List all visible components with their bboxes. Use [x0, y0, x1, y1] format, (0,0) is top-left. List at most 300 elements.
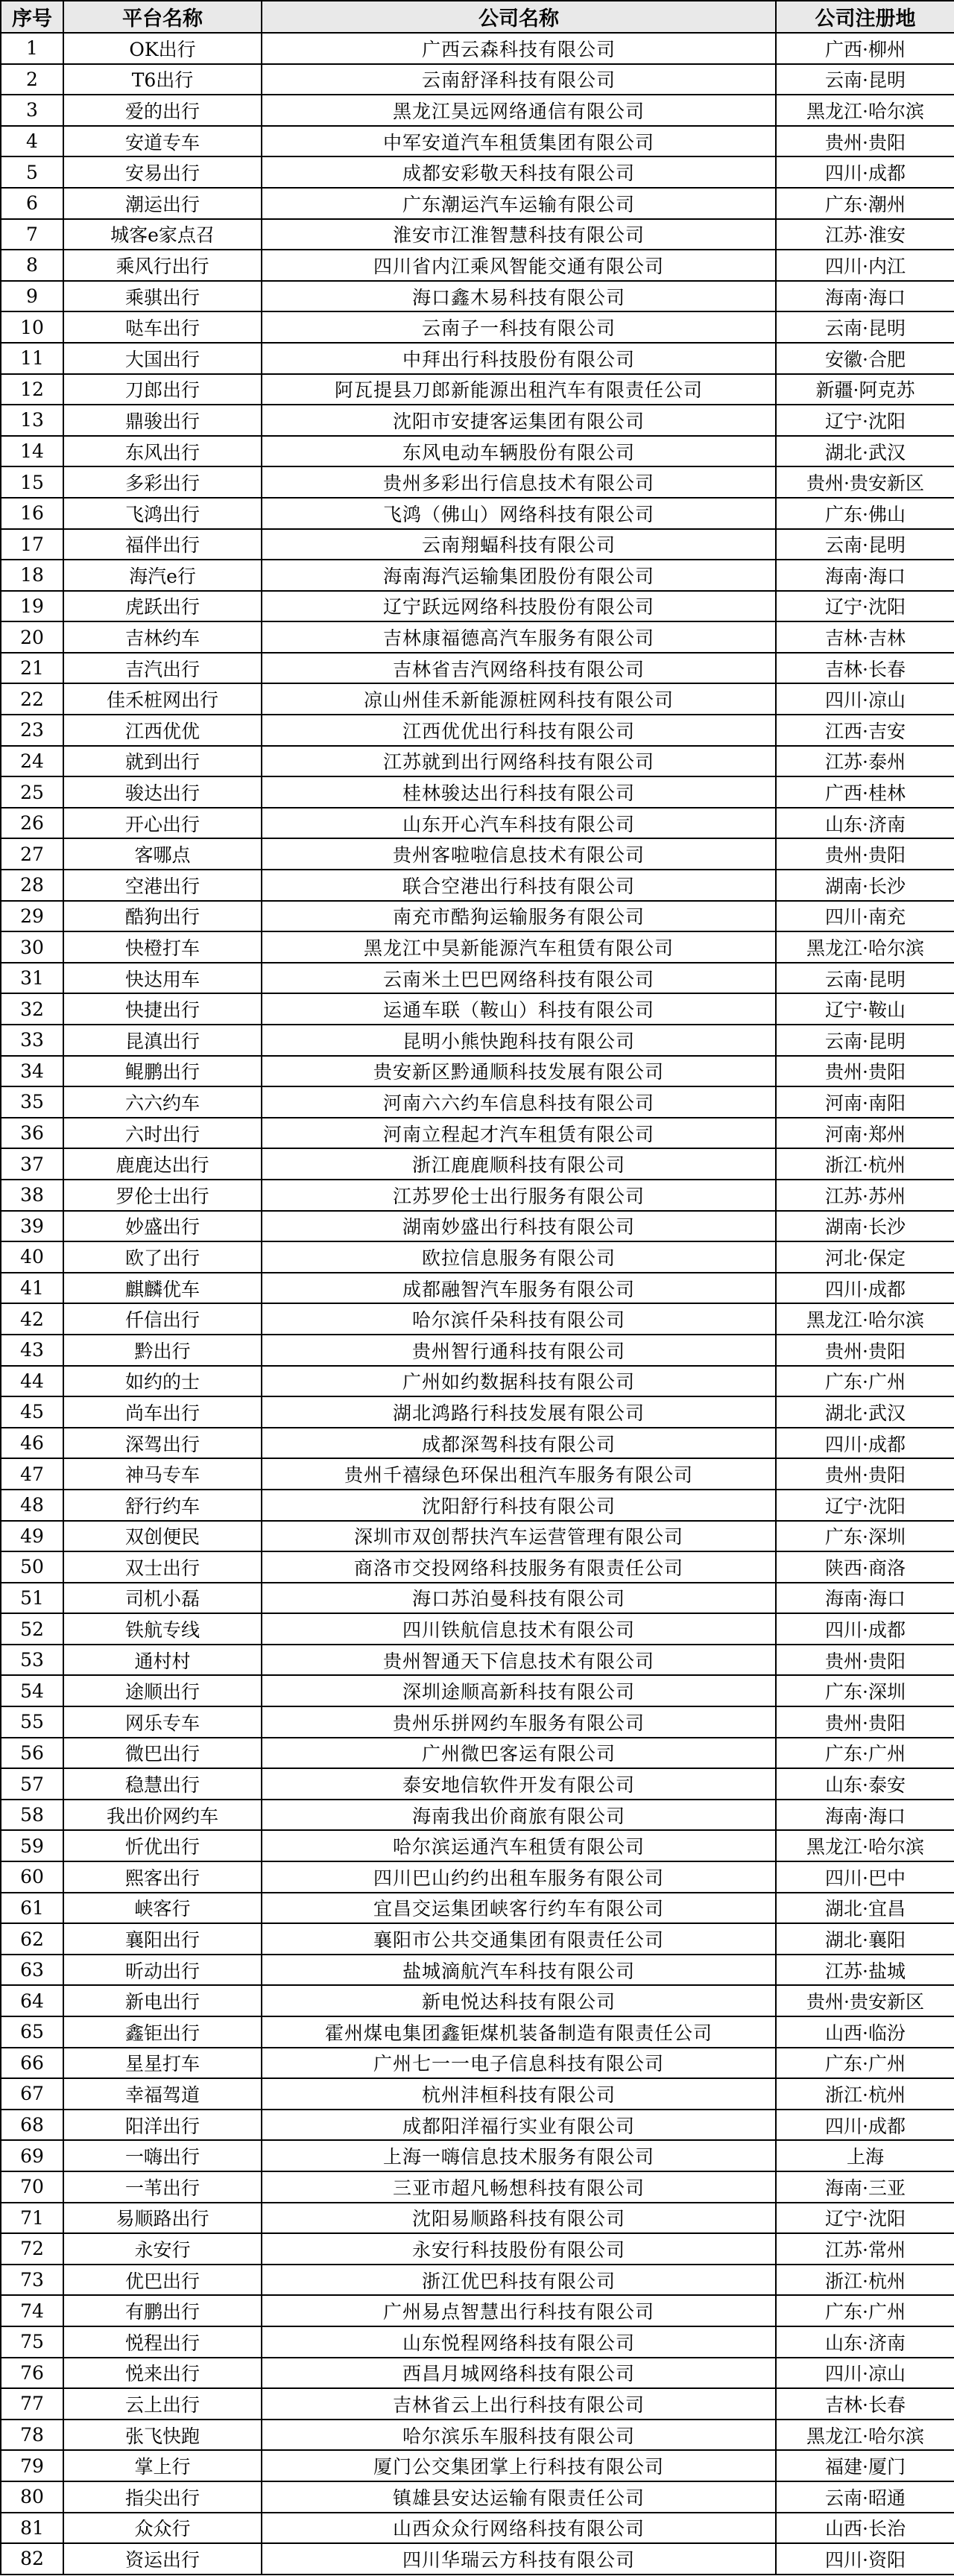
table-row	[1, 2048, 954, 2079]
table-row	[1, 219, 954, 250]
header-row	[1, 1, 954, 33]
cell-company-name: 吉林康福德高汽车服务有限公司	[262, 621, 776, 653]
cell-index: 24	[1, 746, 63, 777]
cell-platform-name: 熙客出行	[63, 1861, 262, 1893]
cell-index: 57	[1, 1768, 63, 1800]
cell-registration-place: 江苏·盐城	[776, 1955, 954, 1986]
table-row	[1, 560, 954, 591]
table-row	[1, 2543, 954, 2575]
cell-platform-name: 我出价网约车	[63, 1800, 262, 1831]
cell-registration-place: 新疆·阿克苏	[776, 374, 954, 405]
cell-index: 11	[1, 343, 63, 374]
cell-platform-name: 张飞快跑	[63, 2420, 262, 2451]
table-row	[1, 1211, 954, 1242]
table-row	[1, 126, 954, 157]
cell-platform-name: 城客e家点召	[63, 219, 262, 250]
cell-platform-name: 空港出行	[63, 870, 262, 901]
cell-index: 60	[1, 1861, 63, 1893]
cell-company-name: 广东潮运汽车运输有限公司	[262, 188, 776, 219]
table-row	[1, 311, 954, 343]
cell-index: 31	[1, 963, 63, 994]
cell-index: 10	[1, 311, 63, 343]
table-row	[1, 653, 954, 684]
cell-platform-name: 有鹏出行	[63, 2295, 262, 2326]
cell-platform-name: 峡客行	[63, 1893, 262, 1924]
cell-company-name: 浙江鹿鹿顺科技有限公司	[262, 1148, 776, 1180]
cell-registration-place: 云南·昆明	[776, 1025, 954, 1056]
cell-index: 71	[1, 2203, 63, 2234]
cell-index: 82	[1, 2543, 63, 2575]
table-row	[1, 1551, 954, 1583]
cell-index: 18	[1, 560, 63, 591]
table-row	[1, 1706, 954, 1738]
table-row	[1, 2140, 954, 2171]
cell-index: 22	[1, 683, 63, 715]
cell-platform-name: 新电出行	[63, 1985, 262, 2016]
cell-registration-place: 海南·海口	[776, 281, 954, 312]
cell-index: 33	[1, 1025, 63, 1056]
cell-company-name: 四川省内江乘风智能交通有限公司	[262, 250, 776, 281]
cell-company-name: 三亚市超凡畅想科技有限公司	[262, 2171, 776, 2203]
table-row	[1, 2513, 954, 2544]
table-row	[1, 683, 954, 715]
table-row	[1, 436, 954, 467]
cell-registration-place: 福建·厦门	[776, 2450, 954, 2481]
cell-registration-place: 吉林·长春	[776, 653, 954, 684]
cell-company-name: 贵州千禧绿色环保出租汽车服务有限公司	[262, 1458, 776, 1490]
cell-index: 35	[1, 1086, 63, 1118]
cell-company-name: 广州如约数据科技有限公司	[262, 1366, 776, 1397]
cell-platform-name: 易顺路出行	[63, 2203, 262, 2234]
cell-registration-place: 陕西·商洛	[776, 1551, 954, 1583]
cell-registration-place: 河南·南阳	[776, 1086, 954, 1118]
cell-registration-place: 四川·成都	[776, 1428, 954, 1459]
cell-company-name: 东风电动车辆股份有限公司	[262, 436, 776, 467]
cell-company-name: 成都安彩敬天科技有限公司	[262, 156, 776, 188]
table-row	[1, 156, 954, 188]
cell-platform-name: 哒车出行	[63, 311, 262, 343]
cell-platform-name: 刀郎出行	[63, 374, 262, 405]
cell-company-name: 沈阳市安捷客运集团有限公司	[262, 405, 776, 436]
cell-company-name: 江苏就到出行网络科技有限公司	[262, 746, 776, 777]
cell-company-name: 襄阳市公共交通集团有限责任公司	[262, 1923, 776, 1955]
cell-index: 32	[1, 993, 63, 1025]
table-row	[1, 1241, 954, 1273]
cell-platform-name: 深驾出行	[63, 1428, 262, 1459]
cell-platform-name: 优巴出行	[63, 2265, 262, 2296]
cell-registration-place: 河南·郑州	[776, 1118, 954, 1149]
header-index: 序号	[1, 1, 63, 33]
cell-registration-place: 辽宁·沈阳	[776, 591, 954, 622]
cell-registration-place: 浙江·杭州	[776, 2265, 954, 2296]
cell-platform-name: 掌上行	[63, 2450, 262, 2481]
cell-company-name: 淮安市江淮智慧科技有限公司	[262, 219, 776, 250]
cell-company-name: 广州七一一电子信息科技有限公司	[262, 2048, 776, 2079]
cell-index: 63	[1, 1955, 63, 1986]
cell-index: 28	[1, 870, 63, 901]
cell-index: 6	[1, 188, 63, 219]
table-row	[1, 1025, 954, 1056]
table-row	[1, 1955, 954, 1986]
cell-platform-name: 昕动出行	[63, 1955, 262, 1986]
cell-platform-name: 妙盛出行	[63, 1211, 262, 1242]
cell-index: 34	[1, 1056, 63, 1087]
table-row	[1, 1335, 954, 1366]
cell-company-name: 中拜出行科技股份有限公司	[262, 343, 776, 374]
cell-company-name: 阿瓦提县刀郎新能源出租汽车有限责任公司	[262, 374, 776, 405]
cell-index: 62	[1, 1923, 63, 1955]
cell-company-name: 哈尔滨运通汽车租赁有限公司	[262, 1830, 776, 1861]
table-row	[1, 405, 954, 436]
cell-company-name: 中军安道汽车租赁集团有限公司	[262, 126, 776, 157]
cell-index: 40	[1, 1241, 63, 1273]
cell-platform-name: 江西优优	[63, 715, 262, 746]
cell-platform-name: 麒麟优车	[63, 1273, 262, 1304]
cell-registration-place: 广东·广州	[776, 2295, 954, 2326]
cell-index: 38	[1, 1180, 63, 1211]
cell-company-name: 贵州智通天下信息技术有限公司	[262, 1645, 776, 1676]
cell-registration-place: 云南·昆明	[776, 64, 954, 95]
cell-index: 51	[1, 1583, 63, 1614]
cell-registration-place: 四川·巴中	[776, 1861, 954, 1893]
table-row	[1, 2450, 954, 2481]
table-row	[1, 1861, 954, 1893]
table-row	[1, 1273, 954, 1304]
cell-platform-name: 快橙打车	[63, 931, 262, 963]
cell-index: 9	[1, 281, 63, 312]
cell-company-name: 欧拉信息服务有限公司	[262, 1241, 776, 1273]
cell-platform-name: 乘骐出行	[63, 281, 262, 312]
cell-index: 2	[1, 64, 63, 95]
cell-registration-place: 广东·广州	[776, 1738, 954, 1769]
cell-company-name: 哈尔滨仟朵科技有限公司	[262, 1303, 776, 1335]
cell-platform-name: 东风出行	[63, 436, 262, 467]
cell-platform-name: 海汽e行	[63, 560, 262, 591]
cell-company-name: 运通车联（鞍山）科技有限公司	[262, 993, 776, 1025]
cell-index: 68	[1, 2110, 63, 2141]
cell-registration-place: 贵州·贵阳	[776, 1706, 954, 1738]
table-row	[1, 2481, 954, 2513]
cell-registration-place: 贵州·贵阳	[776, 838, 954, 870]
cell-registration-place: 四川·成都	[776, 2110, 954, 2141]
table-row	[1, 1613, 954, 1645]
table-row	[1, 2233, 954, 2265]
cell-registration-place: 广西·桂林	[776, 776, 954, 808]
cell-index: 69	[1, 2140, 63, 2171]
table-row	[1, 1830, 954, 1861]
cell-platform-name: 神马专车	[63, 1458, 262, 1490]
cell-index: 21	[1, 653, 63, 684]
cell-platform-name: 酷狗出行	[63, 901, 262, 932]
cell-registration-place: 贵州·贵阳	[776, 126, 954, 157]
cell-platform-name: 悦来出行	[63, 2358, 262, 2389]
cell-index: 13	[1, 405, 63, 436]
table-body	[1, 33, 954, 2575]
cell-registration-place: 云南·昭通	[776, 2481, 954, 2513]
cell-platform-name: 爱的出行	[63, 95, 262, 126]
table-row	[1, 1675, 954, 1706]
cell-index: 41	[1, 1273, 63, 1304]
cell-platform-name: 大国出行	[63, 343, 262, 374]
cell-company-name: 云南翔蝠科技有限公司	[262, 529, 776, 560]
cell-company-name: 西昌月城网络科技有限公司	[262, 2358, 776, 2389]
table-row	[1, 281, 954, 312]
cell-registration-place: 贵州·贵阳	[776, 1056, 954, 1087]
cell-registration-place: 江苏·淮安	[776, 219, 954, 250]
table-row	[1, 746, 954, 777]
cell-registration-place: 贵州·贵阳	[776, 1335, 954, 1366]
cell-index: 30	[1, 931, 63, 963]
cell-index: 58	[1, 1800, 63, 1831]
header-company-name: 公司名称	[262, 1, 776, 33]
cell-company-name: 新电悦达科技有限公司	[262, 1985, 776, 2016]
cell-company-name: 霍州煤电集团鑫钜煤机装备制造有限责任公司	[262, 2016, 776, 2048]
cell-index: 23	[1, 715, 63, 746]
cell-index: 37	[1, 1148, 63, 1180]
cell-platform-name: 鼎骏出行	[63, 405, 262, 436]
table-row	[1, 2203, 954, 2234]
cell-company-name: 杭州沣桓科技有限公司	[262, 2078, 776, 2110]
cell-registration-place: 云南·昆明	[776, 529, 954, 560]
table-row	[1, 2016, 954, 2048]
table-row	[1, 1396, 954, 1428]
table-row	[1, 591, 954, 622]
cell-index: 8	[1, 250, 63, 281]
cell-platform-name: 鑫钜出行	[63, 2016, 262, 2048]
cell-company-name: 成都阳洋福行实业有限公司	[262, 2110, 776, 2141]
table-row	[1, 2420, 954, 2451]
cell-registration-place: 黑龙江·哈尔滨	[776, 2420, 954, 2451]
cell-registration-place: 海南·海口	[776, 1583, 954, 1614]
table-row	[1, 2265, 954, 2296]
cell-company-name: 贵州智行通科技有限公司	[262, 1335, 776, 1366]
cell-company-name: 吉林省云上出行科技有限公司	[262, 2388, 776, 2420]
cell-index: 54	[1, 1675, 63, 1706]
cell-index: 75	[1, 2326, 63, 2358]
cell-registration-place: 辽宁·沈阳	[776, 1490, 954, 1521]
cell-registration-place: 广东·佛山	[776, 498, 954, 529]
cell-registration-place: 黑龙江·哈尔滨	[776, 95, 954, 126]
cell-platform-name: 鹿鹿达出行	[63, 1148, 262, 1180]
cell-company-name: 成都融智汽车服务有限公司	[262, 1273, 776, 1304]
cell-index: 27	[1, 838, 63, 870]
cell-platform-name: 指尖出行	[63, 2481, 262, 2513]
cell-index: 65	[1, 2016, 63, 2048]
table-row	[1, 1738, 954, 1769]
table-row	[1, 2078, 954, 2110]
cell-company-name: 山东悦程网络科技有限公司	[262, 2326, 776, 2358]
header-platform-name: 平台名称	[63, 1, 262, 33]
cell-platform-name: 铁航专线	[63, 1613, 262, 1645]
table-row	[1, 808, 954, 839]
cell-platform-name: 欧了出行	[63, 1241, 262, 1273]
cell-platform-name: 六时出行	[63, 1118, 262, 1149]
cell-registration-place: 黑龙江·哈尔滨	[776, 1830, 954, 1861]
cell-company-name: 广西云森科技有限公司	[262, 33, 776, 64]
cell-registration-place: 广东·广州	[776, 1366, 954, 1397]
cell-platform-name: 佳禾桩网出行	[63, 683, 262, 715]
cell-company-name: 广州易点智慧出行科技有限公司	[262, 2295, 776, 2326]
table-row	[1, 1366, 954, 1397]
cell-platform-name: 双创便民	[63, 1521, 262, 1552]
cell-platform-name: 云上出行	[63, 2388, 262, 2420]
table-row	[1, 374, 954, 405]
table-row	[1, 1800, 954, 1831]
cell-index: 44	[1, 1366, 63, 1397]
table-row	[1, 993, 954, 1025]
cell-index: 80	[1, 2481, 63, 2513]
cell-index: 78	[1, 2420, 63, 2451]
cell-registration-place: 广东·深圳	[776, 1521, 954, 1552]
cell-platform-name: 襄阳出行	[63, 1923, 262, 1955]
cell-platform-name: 微巴出行	[63, 1738, 262, 1769]
cell-registration-place: 浙江·杭州	[776, 1148, 954, 1180]
cell-company-name: 镇雄县安达运输有限责任公司	[262, 2481, 776, 2513]
table-row	[1, 498, 954, 529]
table-row	[1, 343, 954, 374]
table-row	[1, 1923, 954, 1955]
cell-company-name: 四川巴山约约出租车服务有限公司	[262, 1861, 776, 1893]
cell-company-name: 贵州客啦啦信息技术有限公司	[262, 838, 776, 870]
cell-registration-place: 湖北·宜昌	[776, 1893, 954, 1924]
cell-registration-place: 湖北·武汉	[776, 1396, 954, 1428]
cell-registration-place: 山东·济南	[776, 2326, 954, 2358]
cell-company-name: 盐城滴航汽车科技有限公司	[262, 1955, 776, 1986]
cell-registration-place: 四川·成都	[776, 1273, 954, 1304]
cell-company-name: 泰安地信软件开发有限公司	[262, 1768, 776, 1800]
cell-company-name: 云南米土巴巴网络科技有限公司	[262, 963, 776, 994]
cell-index: 1	[1, 33, 63, 64]
cell-platform-name: 资运出行	[63, 2543, 262, 2575]
cell-platform-name: 骏达出行	[63, 776, 262, 808]
cell-index: 70	[1, 2171, 63, 2203]
cell-company-name: 山东开心汽车科技有限公司	[262, 808, 776, 839]
cell-registration-place: 江苏·苏州	[776, 1180, 954, 1211]
cell-index: 17	[1, 529, 63, 560]
cell-registration-place: 四川·内江	[776, 250, 954, 281]
cell-registration-place: 浙江·杭州	[776, 2078, 954, 2110]
cell-registration-place: 湖北·武汉	[776, 436, 954, 467]
cell-platform-name: 众众行	[63, 2513, 262, 2544]
table-row	[1, 529, 954, 560]
cell-index: 42	[1, 1303, 63, 1335]
cell-company-name: 深圳市双创帮扶汽车运营管理有限公司	[262, 1521, 776, 1552]
cell-platform-name: 永安行	[63, 2233, 262, 2265]
table-row	[1, 1521, 954, 1552]
cell-registration-place: 湖南·长沙	[776, 870, 954, 901]
cell-company-name: 海南我出价商旅有限公司	[262, 1800, 776, 1831]
table-row	[1, 715, 954, 746]
cell-company-name: 四川铁航信息技术有限公司	[262, 1613, 776, 1645]
cell-platform-name: 吉林约车	[63, 621, 262, 653]
cell-index: 73	[1, 2265, 63, 2296]
cell-index: 3	[1, 95, 63, 126]
table-row	[1, 1768, 954, 1800]
cell-index: 67	[1, 2078, 63, 2110]
table-row	[1, 64, 954, 95]
cell-registration-place: 广西·柳州	[776, 33, 954, 64]
cell-registration-place: 四川·成都	[776, 156, 954, 188]
cell-company-name: 南充市酷狗运输服务有限公司	[262, 901, 776, 932]
header-registration-place: 公司注册地	[776, 1, 954, 33]
table-row	[1, 901, 954, 932]
cell-platform-name: 阳洋出行	[63, 2110, 262, 2141]
cell-platform-name: 鲲鹏出行	[63, 1056, 262, 1087]
cell-index: 47	[1, 1458, 63, 1490]
cell-company-name: 湖北鸿路行科技发展有限公司	[262, 1396, 776, 1428]
cell-company-name: 海口鑫木易科技有限公司	[262, 281, 776, 312]
cell-registration-place: 上海	[776, 2140, 954, 2171]
table-row	[1, 2171, 954, 2203]
cell-registration-place: 辽宁·沈阳	[776, 405, 954, 436]
cell-index: 79	[1, 2450, 63, 2481]
cell-platform-name: 幸福驾道	[63, 2078, 262, 2110]
table-row	[1, 1118, 954, 1149]
table-row	[1, 1303, 954, 1335]
cell-registration-place: 江西·吉安	[776, 715, 954, 746]
cell-registration-place: 辽宁·沈阳	[776, 2203, 954, 2234]
table-row	[1, 963, 954, 994]
cell-index: 26	[1, 808, 63, 839]
cell-company-name: 桂林骏达出行科技有限公司	[262, 776, 776, 808]
cell-platform-name: 快达用车	[63, 963, 262, 994]
cell-index: 16	[1, 498, 63, 529]
cell-platform-name: T6出行	[63, 64, 262, 95]
table-row	[1, 1458, 954, 1490]
cell-index: 20	[1, 621, 63, 653]
cell-company-name: 贵安新区黔通顺科技发展有限公司	[262, 1056, 776, 1087]
cell-platform-name: 星星打车	[63, 2048, 262, 2079]
cell-company-name: 广州微巴客运有限公司	[262, 1738, 776, 1769]
cell-platform-name: 开心出行	[63, 808, 262, 839]
cell-platform-name: 快捷出行	[63, 993, 262, 1025]
cell-index: 74	[1, 2295, 63, 2326]
table-row	[1, 838, 954, 870]
cell-company-name: 厦门公交集团掌上行科技有限公司	[262, 2450, 776, 2481]
cell-platform-name: 罗伦士出行	[63, 1180, 262, 1211]
cell-index: 53	[1, 1645, 63, 1676]
table-row	[1, 621, 954, 653]
cell-registration-place: 山西·临汾	[776, 2016, 954, 2048]
table-row	[1, 188, 954, 219]
cell-company-name: 哈尔滨乐车服科技有限公司	[262, 2420, 776, 2451]
table-row	[1, 2295, 954, 2326]
cell-company-name: 黑龙江昊远网络通信有限公司	[262, 95, 776, 126]
cell-registration-place: 贵州·贵安新区	[776, 466, 954, 498]
cell-company-name: 昆明小熊快跑科技有限公司	[262, 1025, 776, 1056]
cell-index: 39	[1, 1211, 63, 1242]
cell-company-name: 飞鸿（佛山）网络科技有限公司	[262, 498, 776, 529]
cell-registration-place: 云南·昆明	[776, 963, 954, 994]
table-row	[1, 466, 954, 498]
cell-platform-name: 一苇出行	[63, 2171, 262, 2203]
cell-platform-name: 悦程出行	[63, 2326, 262, 2358]
cell-platform-name: 虎跃出行	[63, 591, 262, 622]
cell-platform-name: 黔出行	[63, 1335, 262, 1366]
cell-registration-place: 四川·凉山	[776, 683, 954, 715]
table-row	[1, 95, 954, 126]
cell-registration-place: 吉林·吉林	[776, 621, 954, 653]
table-row	[1, 1086, 954, 1118]
cell-company-name: 江西优优出行科技有限公司	[262, 715, 776, 746]
cell-company-name: 云南舒泽科技有限公司	[262, 64, 776, 95]
table-row	[1, 2110, 954, 2141]
cell-platform-name: 六六约车	[63, 1086, 262, 1118]
cell-index: 19	[1, 591, 63, 622]
table-row	[1, 1893, 954, 1924]
cell-registration-place: 贵州·贵安新区	[776, 1985, 954, 2016]
cell-platform-name: 就到出行	[63, 746, 262, 777]
